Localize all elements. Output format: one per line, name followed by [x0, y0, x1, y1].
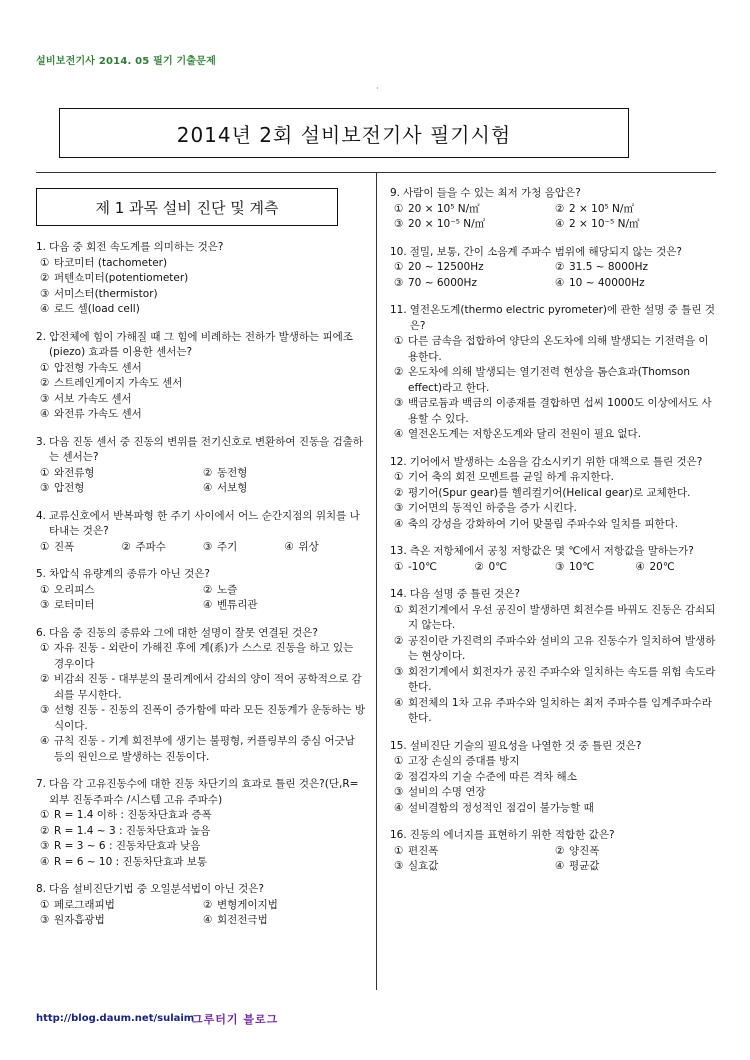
- option-mark: ②: [474, 560, 484, 573]
- option-row: [36, 734, 366, 765]
- option-mark: ②: [40, 377, 50, 389]
- option-text: 압전형 가속도 센서: [54, 361, 142, 374]
- question-number: 12.: [390, 455, 407, 468]
- question-number: 14.: [390, 588, 407, 600]
- question-block: [390, 587, 716, 727]
- option-text: 31.5 ~ 8000Hz: [569, 261, 648, 273]
- option-cell: [636, 560, 717, 576]
- option-row: [36, 392, 366, 408]
- option-row: [36, 407, 366, 423]
- question-stem: [36, 567, 366, 583]
- question-block: [390, 455, 716, 533]
- option-mark: ②: [394, 770, 404, 783]
- option-text: 원자흡광법: [54, 914, 105, 926]
- option-text: 와전류 가속도 센서: [54, 408, 142, 420]
- option-cell: [394, 560, 475, 576]
- option-row: [36, 287, 366, 303]
- option-cell: [555, 859, 716, 875]
- option-mark: ①: [40, 361, 50, 374]
- question-number: 13.: [390, 545, 407, 557]
- option-text: 변형게이지법: [217, 898, 278, 911]
- option-text: 70 ~ 6000Hz: [408, 276, 477, 289]
- subject-title: 제 1 과목 설비 진단 및 계측: [95, 198, 279, 217]
- question-stem: [390, 739, 716, 755]
- question-block: [390, 245, 716, 292]
- running-title: 설비보전기사 2014. 05 필기 기출문제: [36, 56, 216, 67]
- option-row: [390, 396, 716, 427]
- option-cell: [475, 560, 556, 576]
- option-mark: ④: [555, 860, 565, 872]
- option-mark: ③: [40, 914, 50, 926]
- option-mark: ③: [40, 392, 50, 405]
- option-text: 스트레인게이지 가속도 센서: [54, 377, 183, 389]
- option-mark: ③: [40, 704, 50, 716]
- option-cell: [122, 540, 204, 556]
- question-stem: [390, 303, 716, 334]
- option-text: 위상: [298, 540, 319, 553]
- option-mark: ②: [203, 898, 213, 911]
- right-column: [390, 186, 716, 887]
- option-row: [390, 603, 716, 634]
- question-block: [36, 567, 366, 614]
- option-text: 오리피스: [54, 583, 95, 596]
- question-text: 진동의 에너지를 표현하기 위한 적합한 값은?: [409, 829, 615, 841]
- option-text: 2 × 10⁻⁵ N/㎡: [569, 218, 640, 230]
- option-mark: ③: [394, 786, 404, 798]
- option-mark: ②: [394, 366, 404, 378]
- option-mark: ③: [394, 218, 404, 230]
- right-question-list: [390, 186, 716, 875]
- option-cell: [203, 583, 366, 599]
- option-row: [390, 754, 716, 770]
- question-stem: [390, 186, 716, 202]
- option-mark: ②: [203, 466, 213, 479]
- option-row: [390, 501, 716, 517]
- question-text: 다음 진동 센서 중 진동의 변위를 전기신호로 변환하여 진동을 검출하는 센서는?: [49, 435, 364, 463]
- option-row: [36, 824, 366, 840]
- exam-title: 2014년 2회 설비보전기사 필기시험: [176, 122, 512, 147]
- option-mark: ④: [40, 303, 50, 315]
- question-number: 7.: [36, 778, 47, 790]
- option-text: 로터미터: [54, 599, 95, 611]
- option-mark: ③: [40, 599, 50, 611]
- option-row: [390, 634, 716, 665]
- option-text: 압전형: [54, 482, 85, 494]
- option-cell: [203, 466, 366, 482]
- question-text: 압전체에 힘이 가해질 때 그 힘에 비례하는 전하가 발생하는 피에조(piezo) 효과를 이용한 센서는?: [49, 330, 353, 358]
- option-text: R = 6 ~ 10 : 진동차단효과 보통: [54, 855, 207, 868]
- option-cell: [40, 913, 203, 929]
- option-mark: ③: [203, 540, 213, 553]
- option-mark: ①: [40, 256, 50, 269]
- option-mark: ②: [555, 261, 565, 273]
- question-block: [390, 828, 716, 875]
- option-row: [390, 470, 716, 486]
- option-cell: [555, 560, 636, 576]
- option-mark: ④: [40, 855, 50, 868]
- option-text: 페로그래피법: [54, 898, 115, 911]
- option-text: 주파수: [135, 540, 166, 553]
- option-text: -10℃: [408, 560, 437, 573]
- option-grid: [390, 560, 716, 576]
- question-number: 2.: [36, 330, 47, 343]
- option-row: [390, 427, 716, 443]
- question-stem: [36, 509, 366, 540]
- option-mark: ①: [394, 755, 404, 767]
- option-row: [390, 696, 716, 727]
- option-text: 축의 강성을 강화하여 기어 맞물림 주파수와 일치를 피한다.: [408, 517, 679, 530]
- question-number: 6.: [36, 626, 47, 639]
- option-mark: ④: [394, 696, 404, 709]
- option-cell: [203, 481, 366, 497]
- option-text: 서보 가속도 센서: [54, 392, 132, 405]
- option-cell: [555, 276, 716, 292]
- footer-url-link[interactable]: http://blog.daum.net/sulaim: [36, 1013, 195, 1024]
- question-block: [36, 509, 366, 556]
- option-mark: ②: [40, 673, 50, 685]
- question-number: 16.: [390, 829, 407, 841]
- option-row: [390, 486, 716, 502]
- option-text: 회전전극법: [217, 914, 268, 926]
- question-text: 차압식 유량계의 종류가 아닌 것은?: [49, 568, 210, 580]
- question-block: [36, 777, 366, 870]
- question-text: 절밀, 보통, 간이 소음계 주파수 범위에 해당되지 않는 것은?: [409, 245, 682, 258]
- option-mark: ④: [394, 801, 404, 814]
- question-block: [390, 303, 716, 443]
- option-mark: ①: [394, 844, 404, 857]
- option-row: [36, 672, 366, 703]
- question-stem: [390, 245, 716, 261]
- question-text: 설비진단 기술의 필요성을 나열한 것 중 틀린 것은?: [409, 739, 642, 752]
- option-mark: ①: [40, 642, 50, 654]
- option-mark: ①: [394, 603, 404, 616]
- option-row: [36, 641, 366, 672]
- question-text: 교류신호에서 반복파형 한 주기 사이에서 어느 순간지점의 위치를 나타내는 것은?: [49, 509, 360, 537]
- option-text: 회전체의 1차 고유 주파수와 일치하는 최저 주파수를 임계주파수라 한다.: [408, 696, 712, 724]
- option-text: 10℃: [569, 560, 595, 573]
- exam-title-box: [59, 108, 629, 158]
- question-block: [36, 882, 366, 929]
- option-text: 열전온도계는 저항온도계와 달리 전원이 필요 없다.: [408, 428, 642, 440]
- column-divider: [376, 172, 377, 990]
- option-grid: [390, 202, 716, 233]
- question-block: [390, 186, 716, 233]
- option-mark: ②: [203, 583, 213, 596]
- question-text: 기어에서 발생하는 소음을 감소시키기 위한 대책으로 틀린 것은?: [409, 455, 703, 468]
- option-cell: [203, 898, 366, 914]
- option-mark: ①: [394, 261, 404, 273]
- option-mark: ④: [203, 482, 213, 494]
- option-cell: [40, 466, 203, 482]
- option-grid: [36, 898, 366, 929]
- option-mark: ③: [394, 860, 404, 872]
- option-text: 다른 금속을 접합하여 양단의 온도차에 의해 발생되는 기전력을 이용한다.: [408, 335, 709, 363]
- question-number: 5.: [36, 568, 47, 580]
- option-mark: ①: [394, 471, 404, 483]
- option-text: 선형 진동 - 진동의 진폭이 증가함에 따라 모든 진동계가 운동하는 방식이다.: [54, 704, 366, 732]
- option-cell: [394, 844, 555, 860]
- question-number: 4.: [36, 509, 47, 522]
- option-text: 백금로듐과 백금의 이종재를 결합하면 섭씨 1000도 이상에서도 사용할 수 있다.: [408, 397, 712, 425]
- question-number: 1.: [36, 241, 47, 253]
- option-mark: ③: [394, 502, 404, 514]
- option-mark: ①: [40, 583, 50, 596]
- option-text: 동전형: [217, 466, 248, 479]
- option-text: 온도차에 의해 발생되는 열기전력 현상을 톰슨효과(Thomson effect)라고 한다.: [408, 366, 691, 394]
- option-grid: [390, 844, 716, 875]
- option-text: 진폭: [54, 540, 75, 553]
- option-text: R = 3 ~ 6 : 진동차단효과 낮음: [54, 840, 201, 852]
- option-text: 고장 손실의 증대를 방지: [408, 755, 520, 767]
- option-mark: ④: [394, 517, 404, 530]
- option-cell: [394, 202, 555, 218]
- option-mark: ④: [203, 599, 213, 611]
- option-text: 20 × 10⁵ N/㎡: [408, 202, 480, 215]
- question-stem: [36, 626, 366, 642]
- option-row: [390, 770, 716, 786]
- option-mark: ②: [40, 824, 50, 837]
- option-cell: [555, 260, 716, 276]
- question-number: 10.: [390, 245, 407, 258]
- option-cell: [394, 217, 555, 233]
- option-cell: [40, 481, 203, 497]
- option-mark: ①: [394, 560, 404, 573]
- option-mark: ②: [555, 844, 565, 857]
- option-text: 설비결함의 정성적인 점검이 불가능할 때: [408, 801, 594, 814]
- option-mark: ②: [121, 540, 131, 553]
- option-row: [36, 855, 366, 871]
- option-row: [36, 839, 366, 855]
- option-text: 평균값: [569, 860, 600, 872]
- question-text: 다음 각 고유진동수에 대한 진동 차단기의 효과로 틀린 것은?(단,R=외부 진동주파수 /시스템 고유 주파수): [49, 778, 359, 806]
- option-text: 기어면의 동적인 하중을 증가 시킨다.: [408, 502, 577, 514]
- center-dot: ·: [376, 84, 379, 93]
- question-stem: [36, 240, 366, 256]
- question-stem: [36, 777, 366, 808]
- question-text: 열전온도계(thermo electric pyrometer)에 관한 설명 중 틀린 것은?: [409, 304, 715, 332]
- left-question-list: [36, 240, 366, 929]
- option-text: 회전기계에서 우선 공진이 발생하면 회전수를 바꿔도 진동은 감쇠되지 않는다.: [408, 603, 716, 631]
- question-stem: [36, 435, 366, 466]
- question-stem: [36, 330, 366, 361]
- option-row: [36, 302, 366, 318]
- option-row: [390, 801, 716, 817]
- option-row: [390, 785, 716, 801]
- question-block: [390, 739, 716, 817]
- option-mark: ②: [555, 202, 565, 215]
- option-text: 타코미터 (tachometer): [54, 256, 168, 269]
- option-text: R = 1.4 ~ 3 : 진동차단효과 높음: [54, 824, 211, 837]
- option-mark: ④: [40, 408, 50, 420]
- option-mark: ③: [40, 482, 50, 494]
- left-column: [36, 186, 366, 941]
- option-text: 와전류형: [54, 466, 95, 479]
- option-text: 20 ~ 12500Hz: [408, 261, 484, 273]
- question-number: 8.: [36, 883, 47, 895]
- option-text: 회전기계에서 회전자가 공진 주파수와 일치하는 속도를 위험 속도라 한다.: [408, 665, 716, 693]
- option-text: 주기: [217, 540, 238, 553]
- option-grid: [36, 583, 366, 614]
- question-number: 9.: [390, 187, 401, 199]
- option-row: [36, 703, 366, 734]
- question-stem: [390, 455, 716, 471]
- option-row: [390, 365, 716, 396]
- question-block: [390, 544, 716, 575]
- footer-blog-name: 그루터기 블로그: [192, 1013, 279, 1026]
- option-grid: [36, 466, 366, 497]
- option-row: [390, 665, 716, 696]
- option-mark: ③: [40, 840, 50, 852]
- option-mark: ②: [394, 634, 404, 647]
- option-row: [36, 808, 366, 824]
- question-number: 11.: [390, 304, 407, 316]
- option-mark: ③: [555, 560, 565, 573]
- option-text: 점검자의 기술 수준에 따른 격차 해소: [408, 770, 577, 783]
- option-text: 20 × 10⁻⁵ N/㎡: [408, 218, 486, 230]
- option-text: 기어 축의 회전 모멘트를 균일 하게 유지한다.: [408, 471, 614, 483]
- option-text: 양진폭: [569, 844, 600, 857]
- option-cell: [394, 276, 555, 292]
- option-text: 실효값: [408, 860, 439, 872]
- question-stem: [390, 587, 716, 603]
- option-cell: [40, 598, 203, 614]
- option-mark: ③: [394, 665, 404, 678]
- question-stem: [36, 882, 366, 898]
- question-text: 사람이 들을 수 있는 최저 가청 음압은?: [403, 187, 581, 199]
- option-text: 벤튜리관: [217, 599, 258, 611]
- question-block: [36, 330, 366, 423]
- option-cell: [394, 859, 555, 875]
- option-cell: [40, 898, 203, 914]
- option-cell: [285, 540, 367, 556]
- option-text: 서보형: [217, 482, 248, 494]
- option-row: [36, 376, 366, 392]
- option-cell: [203, 598, 366, 614]
- option-text: 20℃: [649, 560, 675, 573]
- question-stem: [390, 544, 716, 560]
- option-row: [390, 517, 716, 533]
- option-text: 비감쇠 진동 - 대부분의 물리계에서 감쇠의 양이 적어 공학적으로 감쇠를 무시한다.: [54, 673, 362, 701]
- option-grid: [36, 540, 366, 556]
- option-row: [390, 334, 716, 365]
- option-text: 편진폭: [408, 844, 439, 857]
- option-text: 서미스터(thermistor): [54, 287, 158, 300]
- option-mark: ④: [394, 428, 404, 440]
- option-text: 10 ~ 40000Hz: [569, 276, 645, 289]
- option-text: 평기어(Spur gear)를 헬리컬기어(Helical gear)로 교체한다.: [408, 486, 691, 499]
- option-mark: ④: [555, 276, 565, 289]
- question-text: 다음 설명 중 틀린 것은?: [409, 588, 520, 600]
- question-block: [36, 435, 366, 497]
- option-cell: [394, 260, 555, 276]
- option-text: 로드 셀(load cell): [54, 303, 140, 315]
- option-mark: ①: [40, 540, 50, 553]
- option-grid: [390, 260, 716, 291]
- option-text: 공진이란 가진력의 주파수와 설비의 고유 진동수가 일치하여 발생하는 현상이다.: [408, 634, 716, 662]
- option-text: 퍼텐쇼미터(potentiometer): [54, 272, 189, 284]
- option-mark: ④: [555, 218, 565, 230]
- option-text: 규칙 진동 - 기계 회전부에 생기는 불평형, 커플링부의 중심 어긋남 등의 원인으로 발생하는 진동이다.: [54, 735, 355, 763]
- question-text: 다음 중 진동의 종류와 그에 대한 설명이 잘못 연결된 것은?: [49, 626, 318, 639]
- subject-box: [36, 188, 338, 226]
- option-text: R = 1.4 이하 : 진동차단효과 증폭: [54, 809, 212, 821]
- option-mark: ①: [40, 466, 50, 479]
- option-cell: [555, 844, 716, 860]
- option-mark: ②: [40, 272, 50, 284]
- option-mark: ①: [394, 202, 404, 215]
- option-mark: ③: [394, 276, 404, 289]
- option-text: 설비의 수명 연장: [408, 786, 486, 798]
- option-mark: ①: [40, 898, 50, 911]
- option-text: 0℃: [488, 560, 507, 573]
- option-text: 자유 진동 - 외란이 가해진 후에 계(系)가 스스로 진동을 하고 있는 경우이다: [54, 642, 354, 670]
- option-row: [36, 256, 366, 272]
- option-cell: [555, 217, 716, 233]
- option-text: 2 × 10⁵ N/㎡: [569, 202, 634, 215]
- question-number: 15.: [390, 739, 407, 752]
- option-mark: ②: [394, 486, 404, 499]
- option-mark: ④: [203, 914, 213, 926]
- option-mark: ④: [635, 560, 645, 573]
- option-mark: ④: [40, 735, 50, 747]
- question-number: 3.: [36, 435, 47, 448]
- option-mark: ③: [394, 397, 404, 409]
- question-block: [36, 626, 366, 766]
- option-cell: [555, 202, 716, 218]
- question-text: 측온 저항체에서 공칭 저항값은 몇 ℃에서 저항값을 말하는가?: [409, 545, 694, 557]
- question-block: [36, 240, 366, 318]
- option-cell: [40, 583, 203, 599]
- option-mark: ③: [40, 287, 50, 300]
- option-row: [36, 271, 366, 287]
- option-text: 노즐: [217, 583, 238, 596]
- option-mark: ④: [284, 540, 294, 553]
- option-row: [36, 361, 366, 377]
- question-stem: [390, 828, 716, 844]
- option-cell: [203, 540, 285, 556]
- question-text: 다음 중 회전 속도계를 의미하는 것은?: [49, 241, 224, 253]
- option-mark: ①: [40, 809, 50, 821]
- option-mark: ①: [394, 335, 404, 347]
- option-cell: [203, 913, 366, 929]
- question-text: 다음 설비진단기법 중 오일분석법이 아닌 것은?: [49, 883, 265, 895]
- option-cell: [40, 540, 122, 556]
